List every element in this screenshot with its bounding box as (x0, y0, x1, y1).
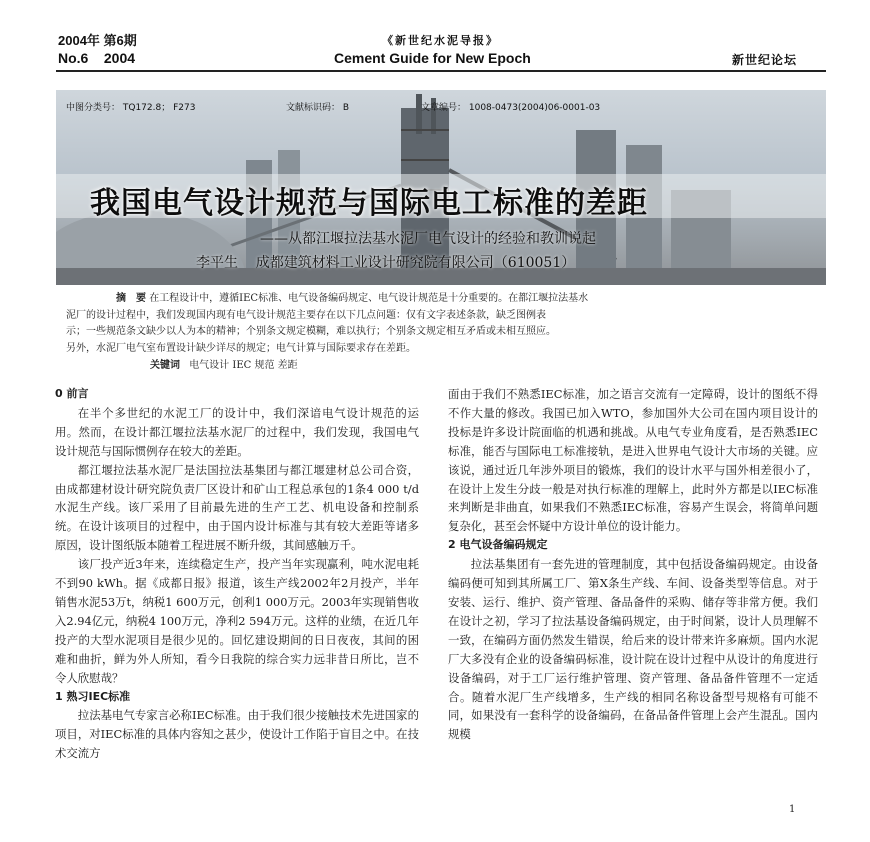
section-heading: 0 前言 (55, 387, 89, 400)
paragraph: 都江堰拉法基水泥厂是法国拉法基集团与都江堰建材总公司合资，由成都建材设计研究院负责厂区设计和矿山工程总承包的1条4 000 t/d水泥生产线。该厂采用了目前最先进的生产工艺、机电设备和控制系统。在设计该项目的过程中，由于国内设计标准与其有较大差距等诸多原因，设计图纸版本随着工程进展不断升级，其间感触万千。 (55, 462, 419, 553)
paragraph: 该厂投产近3年来，连续稳定生产，投产当年实现赢利，吨水泥电耗不到90 kWh。据《成都日报》报道，该生产线2002年2月投产，半年销售水泥53万t，纳税1 600万元，创利1 000万元。2003年实现销售收入2.94亿元，纳税4 100万元，净利2 594万元。这样的业绩，在近几年投产的大型水泥项目是很少见的。回忆建设期间的日日夜夜，其间的困难和曲折，鲜为外人所知，看今日我院的综合实力远非昔日所比，岂不令人欣慰哉？ (55, 557, 419, 685)
section-heading: 2 电气设备编码规定 (448, 538, 548, 552)
right-column (448, 385, 818, 744)
journal-name-cn: 《新世纪水泥导报》 (382, 34, 499, 47)
issue-label-en: No.6 2004 (58, 50, 136, 66)
paragraph: 拉法基电气专家言必称IEC标准。由于我们很少接触技术先进国家的项目，对IEC标准的具体内容知之甚少，使设计工作陷于盲目之中。在技术交流方 (55, 708, 419, 761)
title-banner (56, 90, 826, 285)
abstract-line: 示；一些规范条文缺少以人为本的精神；个别条文规定模糊，难以执行；个别条文规定相互矛盾或未相互照应。 (66, 326, 556, 337)
abstract-line: 泥厂的设计过程中，我们发现国内现有电气设计规范主要存在以下几点问题：仅有文字表述条款，缺乏图例表 (66, 309, 546, 321)
page-number: 1 (789, 804, 796, 815)
article-number: 文章编号： 1008-0473(2004)06-0001-03 (421, 103, 601, 113)
paragraph: 面由于我们不熟悉IEC标准，加之语言交流有一定障碍，设计的图纸不得不作大量的修改。我国已加入WTO，参加国外大公司在国内项目设计的投标是许多设计院面临的机遇和挑战。从电气专业角度看，是否熟悉IEC标准，能否与国际电工标准接轨，是进入世界电气设计大市场的关键。应该说，通过近几年涉外项目的锻炼，我们的设计水平与国外相差很小了，在设计上发生分歧一般是对执行标准的理解上，此时外方都是以IEC标准来判断是非曲直，如果我们不熟悉IEC标准，容易产生误会，将简单问题复杂化，甚至会怀疑中方设计单位的设计能力。 (448, 387, 818, 534)
keywords-label: 关键词 (150, 360, 180, 371)
article-subtitle: ——从都江堰拉法基水泥厂电气设计的经验和教训说起 (260, 231, 596, 247)
keywords (150, 356, 298, 371)
paragraph: 拉法基集团有一套先进的管理制度，其中包括设备编码规定。由设备编码便可知到其所属工厂、第X条生产线、车间、设备类型等信息。对于安装、运行、维护、资产管理、备品备件的采购、储存等非常方便。我们在设计之初，学习了拉法基设备编码规定，由于时间紧，设计人员理解不一致，在编码方面仍然发生错误，给后来的设计带来许多麻烦。国内水泥厂大多没有企业的设备编码标准，设计院在设计过程中从设计的角度进行设备编码，对于工厂运行维护管理、资产管理、备品备件管理不一定适合。随着水泥厂生产线增多，生产线的相同名称设备型号规格有可能不同，如果没有一套科学的设备编码，在备品备件管理上会产生混乱。国内规模 (448, 557, 818, 742)
journal-name-en: Cement Guide for New Epoch (334, 50, 531, 66)
paragraph: 在半个多世纪的水泥工厂的设计中，我们深谙电气设计规范的运用。然而，在设计都江堰拉法基水泥厂的过程中，我们发现，我国电气设计规范与国际惯例存在较大的差距。 (55, 405, 419, 458)
column-name: 新世纪论坛 (732, 53, 798, 67)
issue-label-cn: 2004年 第6期 (58, 33, 137, 48)
abstract-text: 在工程设计中，遵循IEC标准、电气设备编码规定、电气设计规范是十分重要的。在都江堰拉法基水 (149, 293, 589, 304)
abstract (66, 291, 776, 357)
clc-number: 中图分类号： TQ172.8； F273 (66, 103, 196, 113)
left-column (55, 385, 419, 763)
abstract-label: 摘 要 (116, 293, 146, 304)
keywords-text: 电气设计 IEC 规范 差距 (189, 360, 298, 371)
section-heading: 1 熟习IEC标准 (55, 689, 131, 703)
article-title: 我国电气设计规范与国际电工标准的差距 (90, 186, 648, 221)
abstract-line: 另外，水泥厂电气室布置设计缺少详尽的规定；电气计算与国际要求存在差距。 (66, 342, 416, 354)
author-affiliation: 李平生 成都建筑材料工业设计研究院有限公司（610051） (196, 255, 576, 271)
header-rule (56, 70, 826, 72)
document-code: 文献标识码： B (286, 103, 350, 113)
abstract-line (66, 291, 776, 308)
